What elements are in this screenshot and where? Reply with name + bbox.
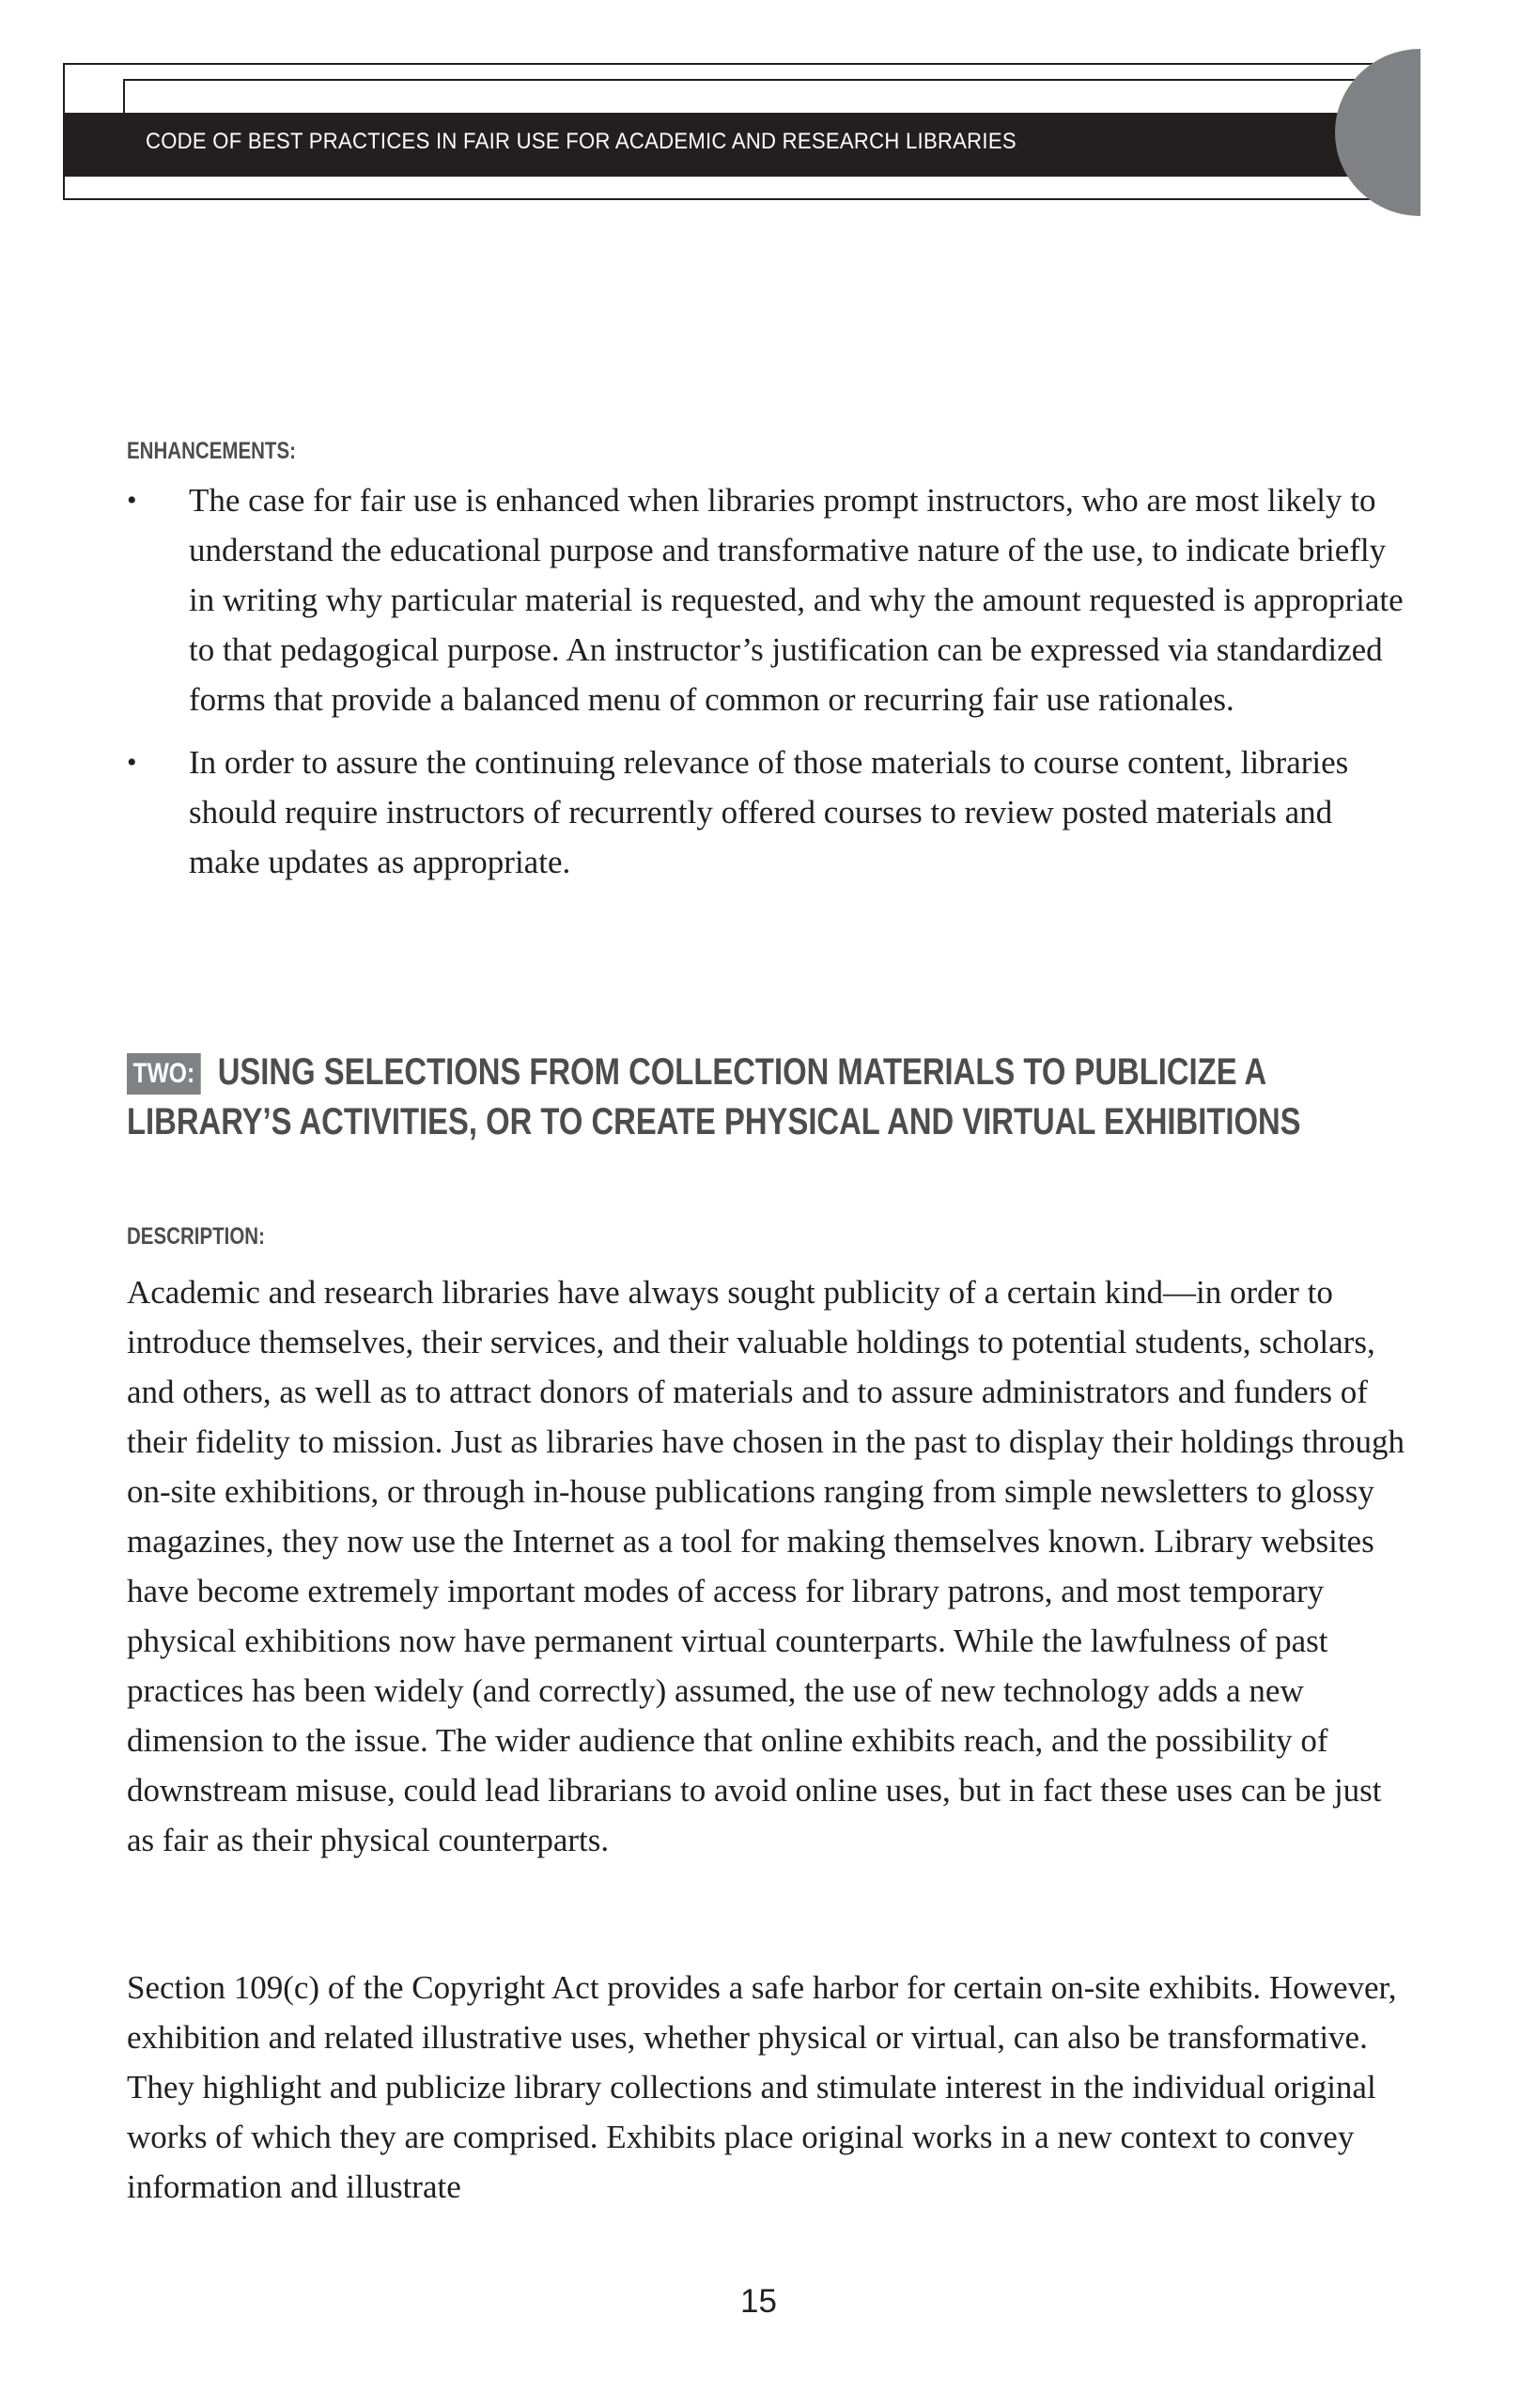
- running-header-title: CODE OF BEST PRACTICES IN FAIR USE FOR ACADEMIC AND RESEARCH LIBRARIES: [146, 129, 1017, 154]
- list-item-text: In order to assure the continuing relevance of those materials to course content, libraries should require instructors of recurrently offered courses to review posted materials and make updates as appropriate.: [189, 744, 1349, 880]
- header-inner-rule: [125, 79, 1384, 81]
- section-title: USING SELECTIONS FROM COLLECTION MATERIALS TO PUBLICIZE A LIBRARY’S ACTIVITIES, OR TO CREATE PHYSICAL AND VIRTUAL EXHIBITIONS: [127, 1051, 1301, 1142]
- list-item: [127, 738, 1405, 887]
- bullet-icon: •: [127, 747, 137, 778]
- description-paragraph-2: Section 109(c) of the Copyright Act provides a safe harbor for certain on-site exhibits. However, exhibition and related illustrative uses, whether physical or virtual, can also be transformative. They highlight and publicize library collections and stimulate interest in the individual original works of which they are comprised. Exhibits place original works in a new context to convey information and illustrate: [127, 1969, 1397, 2205]
- bullet-icon: •: [127, 485, 137, 516]
- enhancements-label: ENHANCEMENTS:: [127, 438, 296, 464]
- list-item: [127, 475, 1405, 724]
- enhancements-list: [127, 475, 1405, 900]
- description-paragraph-1: Academic and research libraries have always sought publicity of a certain kind—in order to introduce themselves, their services, and their valuable holdings to potential students, scholars, and others, as well as to attract donors of materials and to assure administrators and funders of their fidelity to mission. Just as libraries have chosen in the past to display their holdings through on-site exhibitions, or through in-house publications ranging from simple newsletters to glossy magazines, they now use the Internet as a tool for making themselves known. Library websites have become extremely important modes of access for library patrons, and most temporary physical exhibitions now have permanent virtual counterparts. While the lawfulness of past practices has been widely (and correctly) assumed, the use of new technology adds a new dimension to the issue. The wider audience that online exhibits reach, and the possibility of downstream misuse, could lead librarians to avoid online uses, but in fact these uses can be just as fair as their physical counterparts.: [127, 1274, 1405, 1858]
- list-item-text: The case for fair use is enhanced when libraries prompt instructors, who are most likely to understand the educational purpose and transformative nature of the use, to indicate briefly in writing why particular material is requested, and why the amount requested is appropriate to that pedagogical purpose. An instructor’s justification can be expressed via standardized forms that provide a balanced menu of common or recurring fair use rationales.: [189, 482, 1404, 718]
- page-number: 15: [740, 2283, 777, 2320]
- section-heading: [127, 1048, 1436, 1147]
- header-inner-rule-vertical: [123, 79, 125, 115]
- section-number-badge: TWO:: [127, 1053, 201, 1095]
- description-label: DESCRIPTION:: [127, 1223, 265, 1250]
